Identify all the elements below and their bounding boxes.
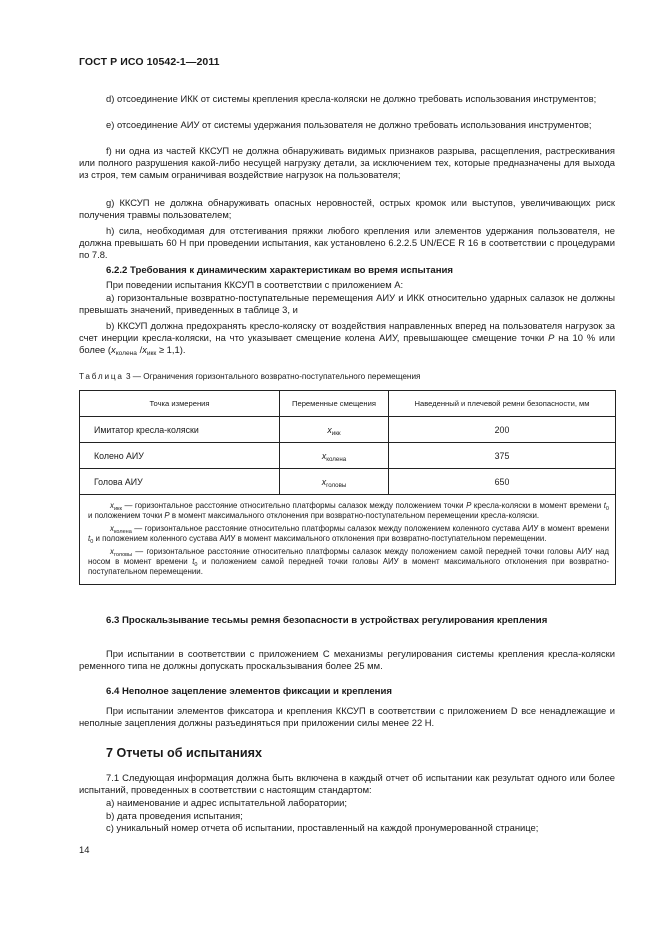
item-f: f) ни одна из частей ККСУП не должна обнаруживать видимых признаков разрыва, расщепления, растрескивания или полного разрушения какой-либо несущей нагрузку детали, за исключением тех, которые предназначены для выхода из строя, тем самым ограничивая воздействие нагрузок на пользователя;: [79, 145, 615, 181]
cell-variable: $x_{головы}$: [280, 469, 389, 495]
table-row: [80, 417, 616, 443]
table-row: [80, 443, 616, 469]
section-7-1-item-a: а) наименование и адрес испытательной лаборатории;: [106, 797, 347, 808]
section-6-2-2-item-b: b) ККСУП должна предохранять кресло-коляску от воздействия направленных вперед на пользователя нагрузок за счет инерции кресла-коляски, на что указывает смещение колена АИУ, превышающее смещение точки P на 10 % или более ($x_{колена}$ $/x_{икк} \ge 1,1$).: [79, 320, 615, 358]
section-7-1-item-b: b) дата проведения испытания;: [106, 810, 243, 821]
cell-variable: $x_{колена}$: [280, 443, 389, 469]
section-6-3-heading: 6.3 Проскальзывание тесьмы ремня безопасности в устройствах регулирования крепления: [106, 615, 548, 626]
cell-variable: $x_{икк}$: [280, 417, 389, 443]
col-header-point: Точка измерения: [80, 391, 280, 417]
table-note: $x_{колена}$ — горизонтальное расстояние относительно платформы салазок между положением коленного сустава АИУ в момент времени $t_0$ и положением коленного сустава АИУ в момент максимального отклонения при возвратно-поступательном перемещении.: [88, 523, 609, 546]
table-header-row: [80, 391, 616, 417]
item-e: е) отсоединение АИУ от системы удержания пользователя не должно требовать использования инструментов;: [106, 119, 592, 130]
table-row: [80, 469, 616, 495]
section-7-1-item-c: c) уникальный номер отчета об испытании, проставленный на каждой пронумерованной странице;: [106, 822, 539, 833]
table-notes-row: [80, 495, 616, 585]
item-g: g) ККСУП не должна обнаруживать опасных неровностей, острых кромок или выступов, увеличивающих риск получения травмы пользователем;: [79, 197, 615, 221]
table-note: $x_{икк}$ — горизонтальное расстояние относительно платформы салазок между положением точки P кресла-коляски в момент времени $t_0$ и положением точки P в момент максимального отклонения при возвратно-поступательном перемещении кресла-коляски.: [88, 501, 609, 521]
page-header: ГОСТ Р ИСО 10542-1—2011: [79, 56, 220, 68]
col-header-belts: Наведенный и плечевой ремни безопасности, мм: [389, 391, 616, 417]
cell-value: 375: [389, 443, 616, 469]
section-6-2-2-item-a: а) горизонтальные возвратно-поступательные перемещения АИУ и ИКК относительно ударных салазок не должны превышать значений, приведенных в таблице 3, и: [79, 292, 615, 316]
cell-point: Голова АИУ: [80, 469, 280, 495]
item-h: h) сила, необходимая для отстегивания пряжки любого крепления или элементов удержания пользователя, не должна превышать 60 Н при проведении испытания, как установлено 6.2.2.5 UN/ECE R 16 в соответствии с процедурами по 7.8.: [79, 225, 615, 261]
cell-value: 650: [389, 469, 616, 495]
cell-point: Имитатор кресла-коляски: [80, 417, 280, 443]
item-d: d) отсоединение ИКК от системы крепления кресла-коляски не должно требовать использования инструментов;: [106, 93, 597, 104]
table-notes: [80, 495, 616, 585]
page-number: 14: [79, 844, 90, 855]
section-6-4-text: При испытании элементов фиксатора и крепления ККСУП в соответствии с приложением D все ненадлежащие и неполные зацепления должны разъединяться при приложении силы менее 22 Н.: [79, 705, 615, 729]
table-3-caption: Таблица 3 — Ограничения горизонтального возвратно-поступательного перемещения: [79, 372, 421, 381]
cell-point: Колено АИУ: [80, 443, 280, 469]
section-7-heading: 7 Отчеты об испытаниях: [106, 746, 262, 760]
table-note: $x_{головы}$ — горизонтальное расстояние относительно платформы салазок между положением самой передней точки головы АИУ над носом в момент времени $t_0$ и положением самой передней точки головы АИУ в момент максимального отклонения при возвратно-поступательном перемещении.: [88, 546, 609, 577]
section-6-2-2-intro: При поведении испытания ККСУП в соответствии с приложением А:: [106, 279, 404, 290]
section-6-2-2-heading: 6.2.2 Требования к динамическим характеристикам во время испытания: [106, 265, 454, 276]
section-6-3-text: При испытании в соответствии с приложением С механизмы регулирования системы крепления кресла-коляски ременного типа не должны допускать проскальзывания более 25 мм.: [79, 648, 615, 672]
section-6-4-heading: 6.4 Неполное зацепление элементов фиксации и крепления: [106, 686, 392, 697]
table-3: [79, 390, 616, 585]
section-7-1-text: 7.1 Следующая информация должна быть включена в каждый отчет об испытании как результат одного или более испытаний, проведенных в соответствии с настоящим стандартом:: [79, 772, 615, 796]
col-header-variable: Переменные смещения: [280, 391, 389, 417]
cell-value: 200: [389, 417, 616, 443]
